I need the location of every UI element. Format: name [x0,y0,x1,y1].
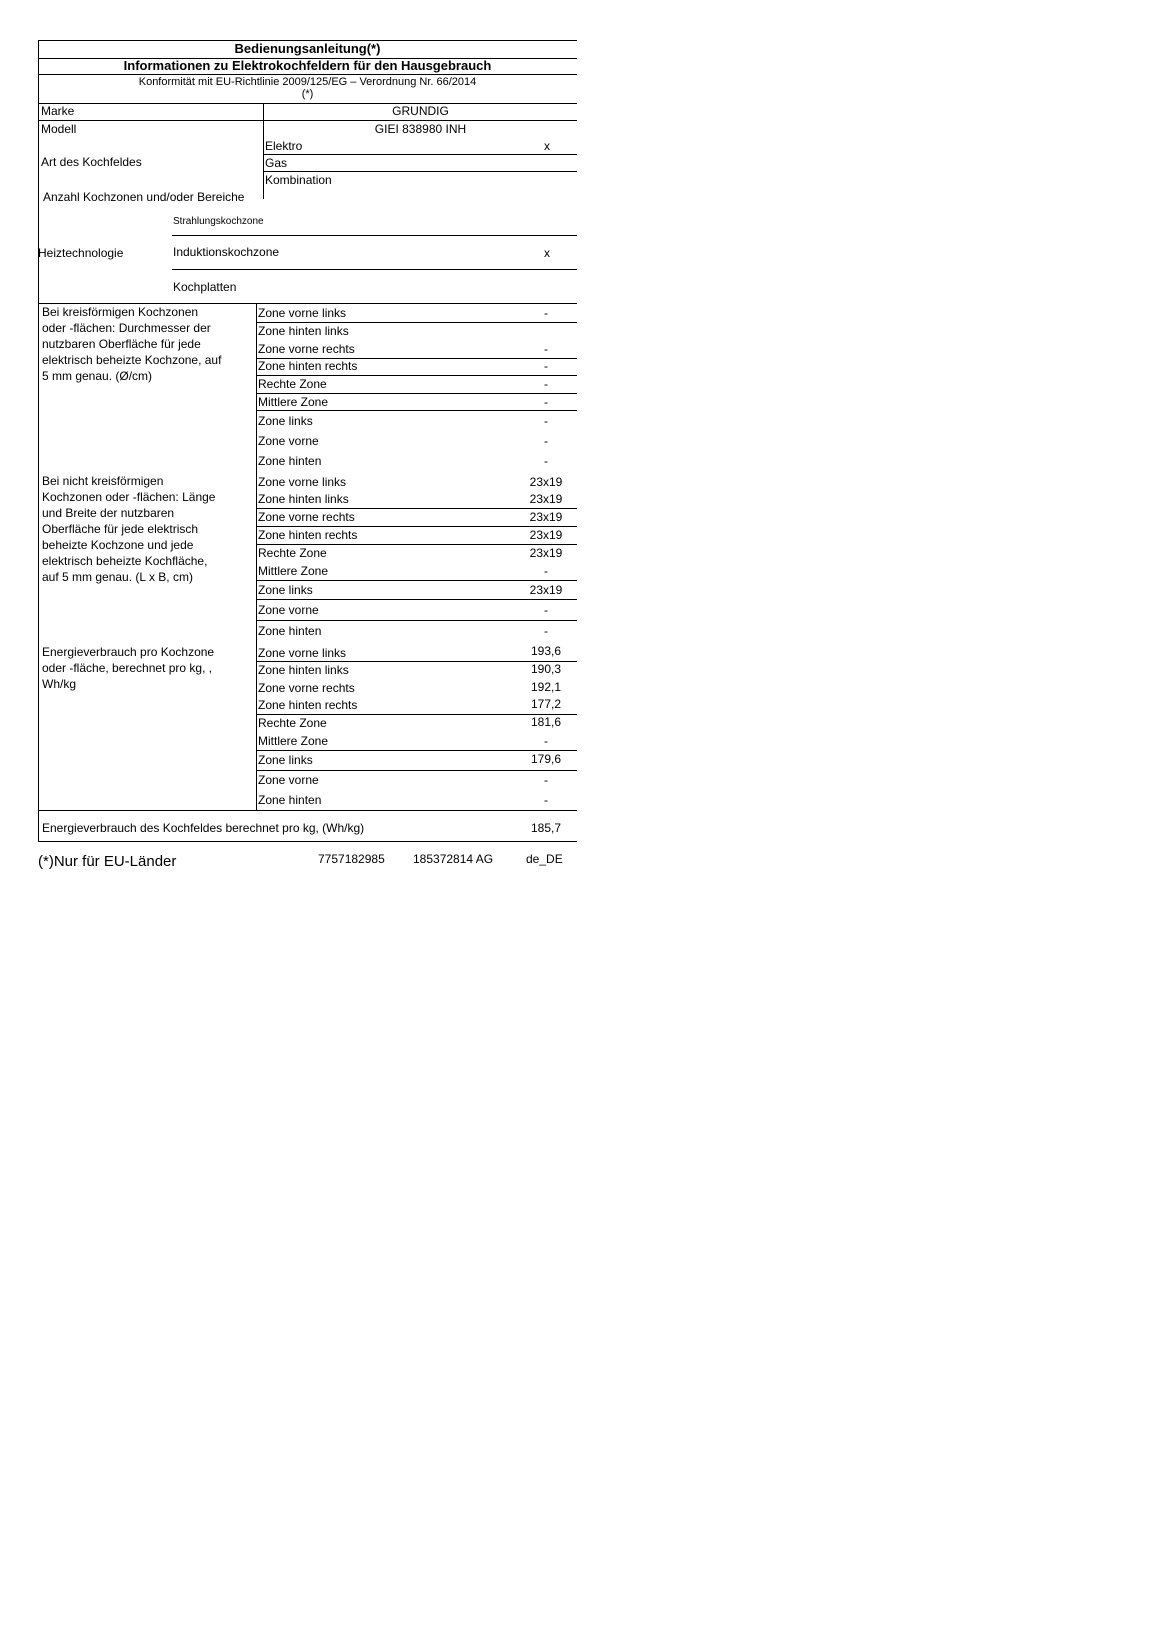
divider [256,410,577,411]
doc-title: Bedienungsanleitung(*) [234,41,381,56]
zone-value: 190,3 [530,662,562,676]
zone-name: Mittlere Zone [258,564,329,578]
divider [256,580,577,581]
zone-value: 23x19 [529,475,563,489]
circular-label: nutzbaren Oberfläche für jede [42,337,201,351]
noncircular-label: auf 5 mm genau. (L x B, cm) [42,570,193,584]
zone-value: - [544,793,548,807]
energy-total-value: 185,7 [530,821,562,835]
energy-zone-label: Energieverbrauch pro Kochzone [42,645,215,659]
zone-value: - [544,434,548,448]
divider [256,770,577,771]
zone-name: Zone hinten links [258,492,349,506]
hob-type-mark: x [544,139,550,153]
divider [38,74,577,75]
noncircular-label: beheizte Kochzone und jede [42,538,194,552]
zone-name: Zone vorne links [258,306,347,320]
zone-value: - [544,395,548,409]
divider [256,599,577,600]
table-left-border [38,40,39,842]
energy-zone-label: Wh/kg [42,677,77,691]
zone-name: Zone vorne [258,603,319,617]
footer-note: (*)Nur für EU-Länder [38,853,177,870]
zone-name: Zone hinten [258,454,322,468]
conformity-line: Konformität mit EU-Richtlinie 2009/125/EG – Verordnung Nr. 66/2014 [138,76,477,88]
footnote-mark: (*) [301,88,314,100]
zone-name: Zone vorne rechts [258,510,355,524]
doc-subtitle: Informationen zu Elektrokochfeldern für den Hausgebrauch [123,58,492,73]
zone-name: Zone hinten rechts [258,698,358,712]
zone-name: Mittlere Zone [258,734,329,748]
zone-value: - [544,377,548,391]
zone-name: Zone hinten links [258,663,349,677]
divider [38,120,577,121]
heating-option: Induktionskochzone [173,245,280,259]
brand-value: GRUNDIG [392,104,449,118]
divider [38,303,577,304]
zone-value: - [544,414,548,428]
zone-value: 177,2 [530,697,562,711]
zone-name: Zone vorne [258,434,319,448]
zone-name: Zone links [258,414,313,428]
zone-value: 23x19 [529,528,563,542]
divider [172,235,577,236]
divider [256,508,577,509]
divider [256,620,577,621]
noncircular-label: Bei nicht kreisförmigen [42,474,164,488]
zone-name: Zone hinten [258,793,322,807]
table-bottom-border [38,841,577,842]
model-label: Modell [41,122,77,136]
circular-label: elektrisch beheizte Kochzone, auf [42,353,222,367]
zone-value: - [544,734,548,748]
footer-code: 185372814 AG [413,852,494,866]
zone-value: 192,1 [530,680,562,694]
divider [256,526,577,527]
noncircular-label: Kochzonen oder -flächen: Länge [42,490,216,504]
zone-name: Mittlere Zone [258,395,329,409]
zone-value: - [544,306,548,320]
circular-label: 5 mm genau. (Ø/cm) [42,369,153,383]
hob-type-label: Art des Kochfeldes [41,155,142,169]
zone-name: Zone vorne [258,773,319,787]
zone-value: - [544,624,548,638]
divider [264,171,577,172]
energy-total-label: Energieverbrauch des Kochfeldes berechnet pro kg, (Wh/kg) [42,821,365,835]
zone-value: - [544,603,548,617]
zones-divider [256,303,257,811]
energy-zone-label: oder -fläche, berechnet pro kg, , [42,661,213,675]
zone-value: 179,6 [530,752,562,766]
zone-name: Rechte Zone [258,716,327,730]
zone-name: Zone links [258,753,313,767]
heating-option: Strahlungskochzone [173,216,264,227]
hob-type-option: Gas [265,156,288,170]
zone-value: - [544,773,548,787]
zone-name: Zone links [258,583,313,597]
circular-label: oder -flächen: Durchmesser der [42,321,211,335]
divider [256,750,577,751]
zone-name: Zone vorne links [258,646,347,660]
noncircular-label: Oberfläche für jede elektrisch [42,522,199,536]
noncircular-label: und Breite der nutzbaren [42,506,175,520]
zone-value: - [544,454,548,468]
zone-value: - [544,342,548,356]
model-value: GIEI 838980 INH [374,122,467,136]
footer-code: 7757182985 [318,852,385,866]
divider [256,375,577,376]
zone-name: Rechte Zone [258,377,327,391]
divider [264,154,577,155]
zone-name: Rechte Zone [258,546,327,560]
heating-label: Heiztechnologie [38,246,124,260]
noncircular-label: elektrisch beheizte Kochfläche, [42,554,208,568]
zone-name: Zone vorne rechts [258,342,355,356]
zone-value: 193,6 [530,644,562,658]
zone-value: 181,6 [530,715,562,729]
zone-name: Zone vorne links [258,475,347,489]
heating-mark: x [544,246,550,260]
divider [172,269,577,270]
brand-label: Marke [41,104,75,118]
divider [256,322,577,323]
hob-type-option: Kombination [265,173,332,187]
divider [38,810,577,811]
zone-value: 23x19 [529,546,563,560]
zone-count-label: Anzahl Kochzonen und/oder Bereiche [43,190,245,204]
zone-name: Zone hinten rechts [258,359,358,373]
divider [256,393,577,394]
zone-name: Zone vorne rechts [258,681,355,695]
zone-value: 23x19 [529,583,563,597]
zone-name: Zone hinten links [258,324,349,338]
zone-name: Zone hinten [258,624,322,638]
hob-type-option: Elektro [265,139,303,153]
zone-value: - [544,564,548,578]
footer-locale: de_DE [526,852,563,866]
zone-name: Zone hinten rechts [258,528,358,542]
zone-value: - [544,359,548,373]
zone-value: 23x19 [529,492,563,506]
zone-value: 23x19 [529,510,563,524]
circular-label: Bei kreisförmigen Kochzonen [42,305,199,319]
divider [256,544,577,545]
heating-option: Kochplatten [173,280,237,294]
